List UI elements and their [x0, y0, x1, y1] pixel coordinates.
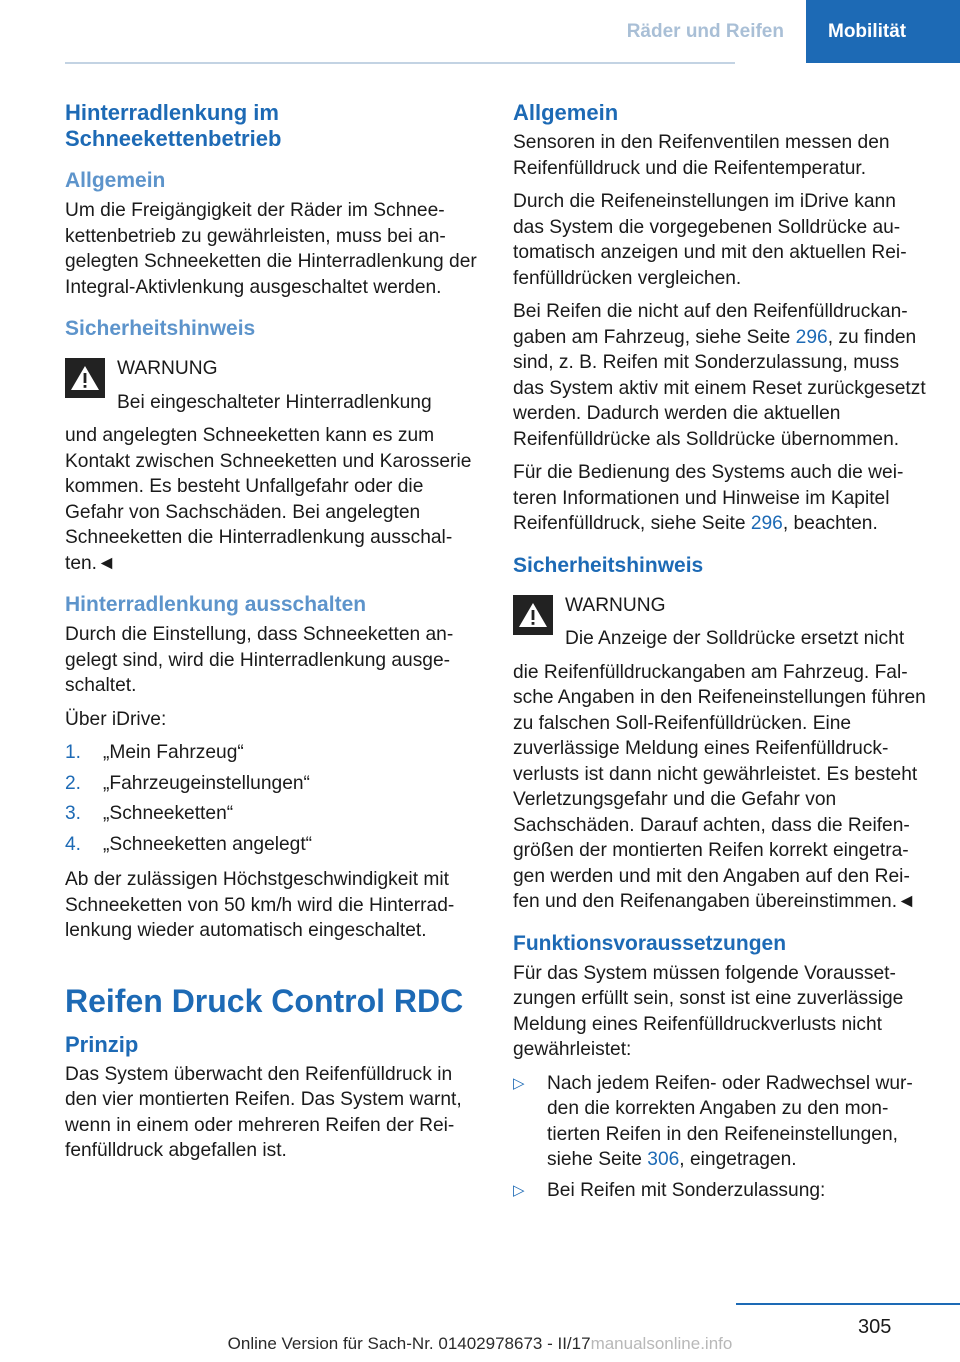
- paragraph-after-steps: Ab der zulässigen Höchstgeschwindigkeit mit Schneeketten von 50 km/h wird die Hinterradlenkung wieder automatisch eingeschaltet.: [65, 869, 455, 941]
- paragraph-allgemein: Um die Freigängigkeit der Räder im Schneekettenbetrieb zu gewährleisten, muss bei angelegten Schneeketten die Hinterradlenkung der Integral-Aktivlenkung ausgeschaltet werden.: [65, 200, 477, 298]
- paragraph-operation: [513, 460, 927, 537]
- subheading-prinzip: Prinzip: [65, 1031, 139, 1057]
- warning-triangle-icon: [65, 358, 105, 398]
- paragraph-sensors: Sensoren in den Reifenventilen messen den Reifenfülldruck und die Reifentemperatur.: [513, 132, 890, 179]
- step-number: 4.: [65, 833, 82, 855]
- online-version-text: Online Version für Sach-Nr. 01402978673 - II/17: [227, 1334, 591, 1353]
- warning-text-first-line: Die Anzeige der Solldrücke ersetzt nicht: [565, 628, 905, 649]
- paragraph-prinzip: Das System überwacht den Reifenfülldruck in den vier montierten Reifen. Das System warnt, wenn in einem oder mehreren Reifen der Reifenfülldruck abgefallen ist.: [65, 1063, 462, 1161]
- section-tab[interactable]: Räder und Reifen: [605, 0, 806, 63]
- step-text: „Schneeketten angelegt“: [103, 833, 313, 855]
- footer-online-version: [0, 1334, 960, 1354]
- list-item-text: Bei Reifen mit Sonderzulassung:: [547, 1179, 826, 1201]
- subheading-requirements: Funktionsvoraussetzungen: [513, 931, 787, 955]
- text-fragment: , eingetragen.: [679, 1149, 797, 1170]
- list-item: [65, 771, 479, 797]
- right-column: [513, 100, 927, 1208]
- idrive-intro: Über iDrive:: [65, 708, 167, 730]
- subheading-safety: Sicherheitshinweis: [65, 317, 256, 340]
- warning-text: die Reifenfülldruckangaben am Fahrzeug. Falsche Angaben in den Reifeneinstellungen führen zu falschen Soll-Reifenfülldrücken. Eine zuverlässige Meldung eines Reifenfülldruckverlusts ist dann nicht gewährleistet. Es besteht Verletzungsgefahr und die Gefahr von Sachschäden. Darauf achten, dass die Reifengrößen der montierten Reifen korrekt eingetragen werden und mit den Angaben auf den Reifen und den Reifenangaben übereinstimmen.◄: [513, 661, 926, 912]
- page-link[interactable]: 306: [647, 1149, 680, 1170]
- watermark: manualsonline.info: [590, 1334, 733, 1353]
- paragraph-deactivate: Durch die Einstellung, dass Schneeketten angelegt sind, wird die Hinterradlenkung ausgeschaltet.: [65, 624, 454, 696]
- page-number: 305: [858, 1316, 892, 1338]
- list-item: [65, 801, 479, 827]
- subheading-allgemein: Allgemein: [65, 169, 166, 192]
- step-text: „Fahrzeugeinstellungen“: [103, 772, 310, 794]
- page-header: [605, 0, 960, 63]
- chapter-tab[interactable]: Mobilität: [806, 0, 960, 63]
- steps-list: [65, 740, 479, 857]
- subheading-deactivate: Hinterradlenkung ausschalten: [65, 593, 367, 616]
- warning-block: [65, 356, 479, 576]
- triangle-bullet-icon: ▷: [513, 1074, 525, 1092]
- list-item: [65, 740, 479, 766]
- left-column: [65, 100, 479, 1172]
- page-link[interactable]: 296: [795, 326, 828, 348]
- warning-block: [513, 593, 927, 915]
- warning-title: WARNUNG: [117, 358, 218, 379]
- list-item: [513, 1071, 927, 1173]
- step-number: 1.: [65, 742, 82, 763]
- paragraph-idrive-settings: Durch die Reifeneinstellungen im iDrive kann das System die vorgegebenen Solldrücke automatisch anzeigen und mit den aktuellen Reifenfülldrücken vergleichen.: [513, 191, 907, 289]
- paragraph-requirements: Für das System müssen folgende Voraussetzungen erfüllt sein, sonst ist eine zuverlässige Meldung eines Reifenfülldruckverlusts nicht gewährleistet:: [513, 962, 904, 1060]
- text-fragment: , beachten.: [782, 513, 878, 534]
- section-heading-rdc: Reifen Druck Control RDC: [65, 982, 464, 1019]
- page-link[interactable]: 296: [750, 513, 783, 534]
- step-text: „Schneeketten“: [103, 803, 234, 824]
- text-fragment: Für die Bedienung des Systems auch die weiteren Informationen und Hinweise im Kapitel Reifenfülldruck, siehe Seite: [513, 462, 904, 534]
- footer-divider: [736, 1303, 960, 1305]
- text-fragment: Bei Reifen die nicht auf den Reifenfülldruckangaben am Fahrzeug, siehe Seite: [513, 301, 908, 348]
- list-item-text: [547, 1071, 927, 1173]
- list-item: [65, 832, 479, 858]
- step-text: „Mein Fahrzeug“: [103, 742, 244, 763]
- text-fragment: , zu finden sind, z. B. Reifen mit Sonderzulassung, muss das System aktiv mit einem Reset zurückgesetzt werden. Dadurch werden die aktuellen Reifenfülldrücke als Solldrücke übernommen.: [513, 326, 926, 450]
- section-heading-rear-steering: Hinterradlenkung im Schneekettenbetrieb: [65, 100, 282, 151]
- requirements-list: [513, 1071, 927, 1204]
- triangle-bullet-icon: ▷: [513, 1181, 525, 1199]
- paragraph-reset: [513, 299, 927, 452]
- step-number: 3.: [65, 803, 82, 824]
- header-divider: [65, 62, 735, 64]
- step-number: 2.: [65, 772, 82, 794]
- warning-text: und angelegten Schneeketten kann es zum Kontakt zwischen Schneeketten und Karosserie kommen. Es besteht Unfallgefahr oder die Gefahr von Sachschäden. Bei angelegten Schneeketten die Hinterradlenkung ausschalten.◄: [65, 425, 472, 574]
- subheading-allgemein-rdc: Allgemein: [513, 100, 619, 125]
- warning-text-first-line: Bei eingeschalteter Hinterradlenkung: [117, 391, 432, 413]
- warning-title: WARNUNG: [565, 594, 666, 616]
- list-item: [513, 1178, 927, 1204]
- subheading-safety-rdc: Sicherheitshinweis: [513, 553, 704, 577]
- warning-triangle-icon: [513, 595, 553, 635]
- text-fragment: Nach jedem Reifen- oder Radwechsel wurden die korrekten Angaben zu den montierten Reifen in den Reifeneinstellungen, siehe Seite: [547, 1072, 913, 1170]
